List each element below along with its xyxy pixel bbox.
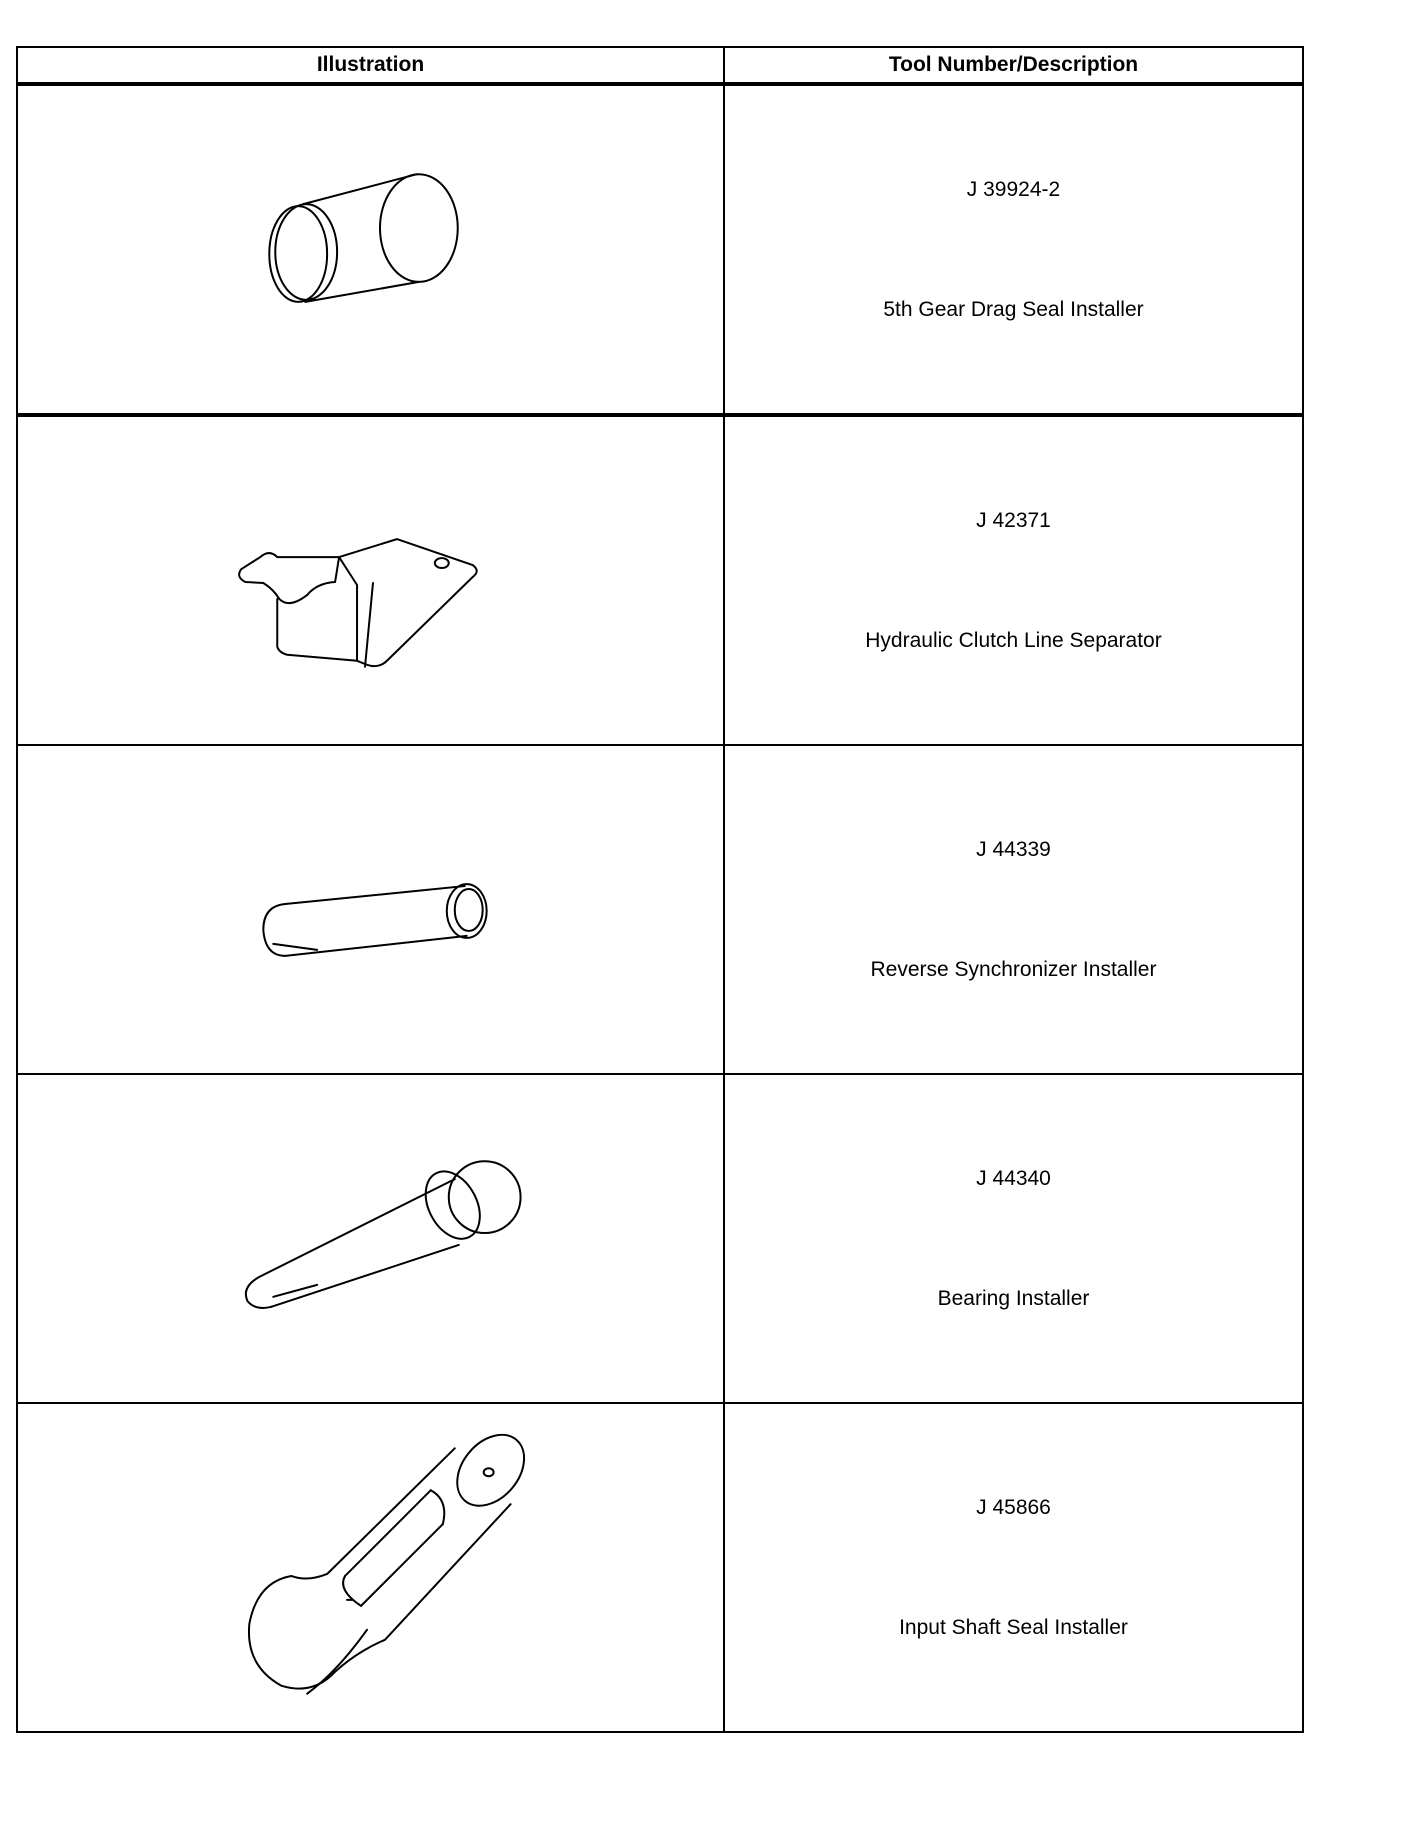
tool-description: Hydraulic Clutch Line Separator	[865, 629, 1162, 652]
tool-number: J 39924-2	[966, 178, 1061, 201]
tool-description: Bearing Installer	[937, 1287, 1090, 1310]
tool-description: Input Shaft Seal Installer	[899, 1616, 1128, 1639]
table-header-row	[17, 47, 1303, 84]
table-row	[17, 84, 1303, 415]
tool-description: Reverse Synchronizer Installer	[870, 958, 1157, 981]
tube-installer-icon	[18, 746, 723, 1073]
table-row	[17, 745, 1303, 1074]
illustration-cell	[17, 1074, 724, 1403]
illustration-cell	[17, 415, 724, 745]
tool-description: 5th Gear Drag Seal Installer	[883, 298, 1144, 321]
tool-number: J 44340	[976, 1167, 1051, 1190]
illustration-cell	[17, 1403, 724, 1732]
special-tools-table	[16, 46, 1304, 1733]
bent-bracket-separator-icon	[18, 417, 723, 744]
description-cell	[724, 745, 1303, 1074]
handled-seal-installer-icon	[18, 1404, 723, 1731]
description-cell	[724, 415, 1303, 745]
tapered-rod-installer-icon	[18, 1075, 723, 1402]
tool-number: J 45866	[976, 1496, 1051, 1519]
description-cell	[724, 84, 1303, 415]
seal-installer-cylinder-icon	[18, 86, 723, 413]
table-row	[17, 415, 1303, 745]
illustration-cell	[17, 745, 724, 1074]
table-row	[17, 1403, 1303, 1732]
table-row	[17, 1074, 1303, 1403]
illustration-cell	[17, 84, 724, 415]
tool-column-header: Tool Number/Description	[724, 47, 1303, 84]
description-cell	[724, 1074, 1303, 1403]
tool-number: J 44339	[976, 838, 1051, 861]
tool-number: J 42371	[976, 509, 1051, 532]
illustration-column-header: Illustration	[17, 47, 724, 84]
description-cell	[724, 1403, 1303, 1732]
